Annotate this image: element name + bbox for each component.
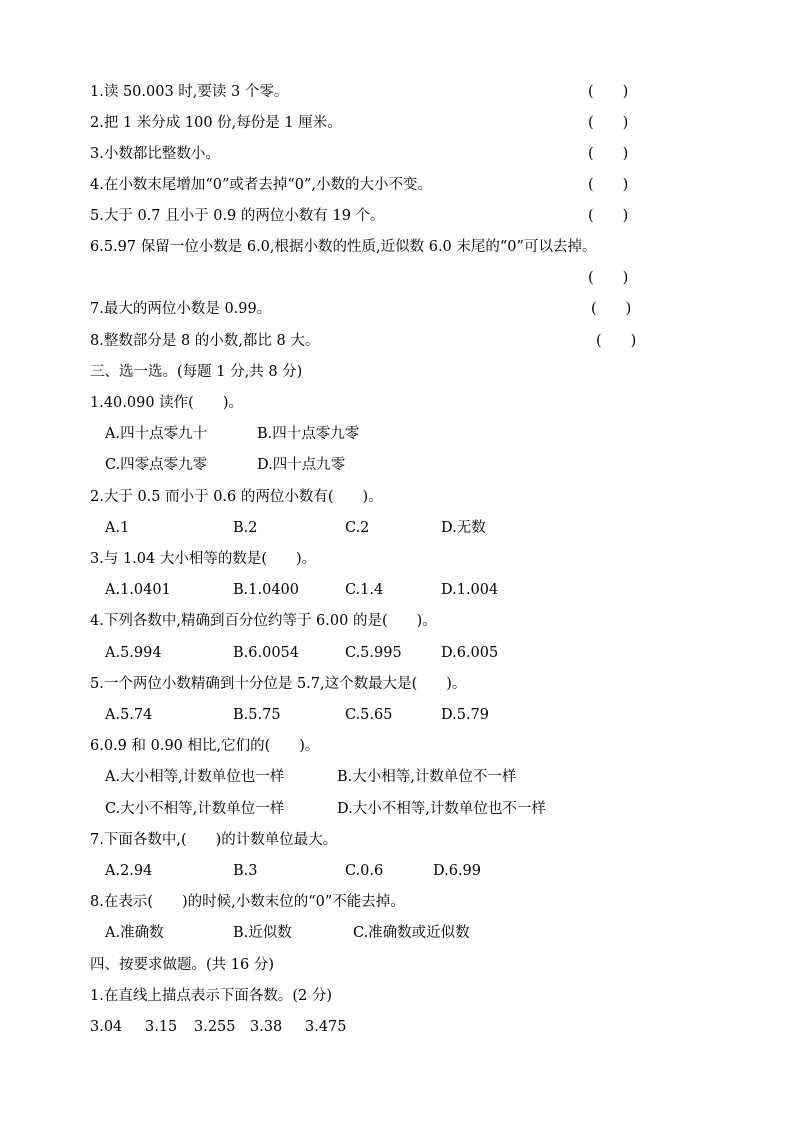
option-b[interactable]: B.5.75 [233,707,281,723]
number-5: 3.475 [305,1019,347,1035]
q3-4-stem: 4.下列各数中,精确到百分位约等于 6.00 的是( )。 [90,613,437,629]
answer-paren[interactable]: ( ) [588,115,629,131]
option-a[interactable]: A.2.94 [105,863,153,879]
option-a[interactable]: A.5.994 [105,645,162,661]
tf-item-8: 8.整数部分是 8 的小数,都比 8 大。 [90,333,320,349]
section-3-heading: 三、选一选。(每题 1 分,共 8 分) [90,364,303,380]
option-b[interactable]: B.1.0400 [233,582,300,598]
option-a[interactable]: A.1 [105,520,130,536]
option-a[interactable]: A.大小相等,计数单位也一样 [105,769,285,785]
answer-paren[interactable]: ( ) [588,270,629,286]
option-c[interactable]: C.0.6 [345,863,384,879]
option-c[interactable]: C.准确数或近似数 [353,925,470,941]
option-c[interactable]: C.1.4 [345,582,384,598]
answer-paren[interactable]: ( ) [588,84,629,100]
q4-1-stem: 1.在直线上描点表示下面各数。(2 分) [90,988,332,1004]
answer-paren[interactable]: ( ) [591,301,632,317]
number-1: 3.04 [90,1019,123,1035]
q3-7-stem: 7.下面各数中,( )的计数单位最大。 [90,832,338,848]
tf-item-6: 6.5.97 保留一位小数是 6.0,根据小数的性质,近似数 6.0 末尾的“0”可以去掉。 [90,239,597,255]
option-b[interactable]: B.3 [233,863,258,879]
option-b[interactable]: B.2 [233,520,258,536]
option-c[interactable]: C.5.995 [345,645,402,661]
option-b[interactable]: B.大小相等,计数单位不一样 [337,769,517,785]
option-d[interactable]: D.5.79 [441,707,490,723]
option-b[interactable]: B.近似数 [233,925,292,941]
q3-3-stem: 3.与 1.04 大小相等的数是( )。 [90,551,317,567]
tf-item-3: 3.小数都比整数小。 [90,146,220,162]
q3-5-stem: 5.一个两位小数精确到十分位是 5.7,这个数最大是( )。 [90,676,467,692]
option-d[interactable]: D.6.99 [433,863,482,879]
option-b[interactable]: B.6.0054 [233,645,300,661]
number-2: 3.15 [145,1019,178,1035]
number-3: 3.255 [194,1019,236,1035]
option-a[interactable]: A.四十点零九十 [105,426,208,442]
option-a[interactable]: A.准确数 [105,925,164,941]
tf-item-7: 7.最大的两位小数是 0.99。 [90,301,272,317]
option-d[interactable]: D.大小不相等,计数单位也不一样 [337,801,546,817]
q3-8-stem: 8.在表示( )的时候,小数末位的“0”不能去掉。 [90,894,405,910]
answer-paren[interactable]: ( ) [588,177,629,193]
option-a[interactable]: A.1.0401 [105,582,171,598]
q3-1-stem: 1.40.090 读作( )。 [90,395,243,411]
answer-paren[interactable]: ( ) [588,208,629,224]
option-c[interactable]: C.四零点零九零 [105,457,208,473]
q3-6-stem: 6.0.9 和 0.90 相比,它们的( )。 [90,738,320,754]
option-d[interactable]: D.1.004 [441,582,499,598]
number-4: 3.38 [250,1019,283,1035]
section-4-heading: 四、按要求做题。(共 16 分) [90,957,274,973]
tf-item-5: 5.大于 0.7 且小于 0.9 的两位小数有 19 个。 [90,208,385,224]
answer-paren[interactable]: ( ) [596,333,637,349]
tf-item-4: 4.在小数末尾增加“0”或者去掉“0”,小数的大小不变。 [90,177,433,193]
option-c[interactable]: C.5.65 [345,707,393,723]
option-b[interactable]: B.四十点零九零 [257,426,360,442]
option-d[interactable]: D.6.005 [441,645,499,661]
tf-item-1: 1.读 50.003 时,要读 3 个零。 [90,84,289,100]
option-c[interactable]: C.大小不相等,计数单位一样 [105,801,285,817]
option-a[interactable]: A.5.74 [105,707,153,723]
answer-paren[interactable]: ( ) [588,146,629,162]
q3-2-stem: 2.大于 0.5 而小于 0.6 的两位小数有( )。 [90,489,383,505]
option-c[interactable]: C.2 [345,520,370,536]
option-d[interactable]: D.无数 [441,520,486,536]
option-d[interactable]: D.四十点九零 [257,457,346,473]
tf-item-2: 2.把 1 米分成 100 份,每份是 1 厘米。 [90,115,342,131]
